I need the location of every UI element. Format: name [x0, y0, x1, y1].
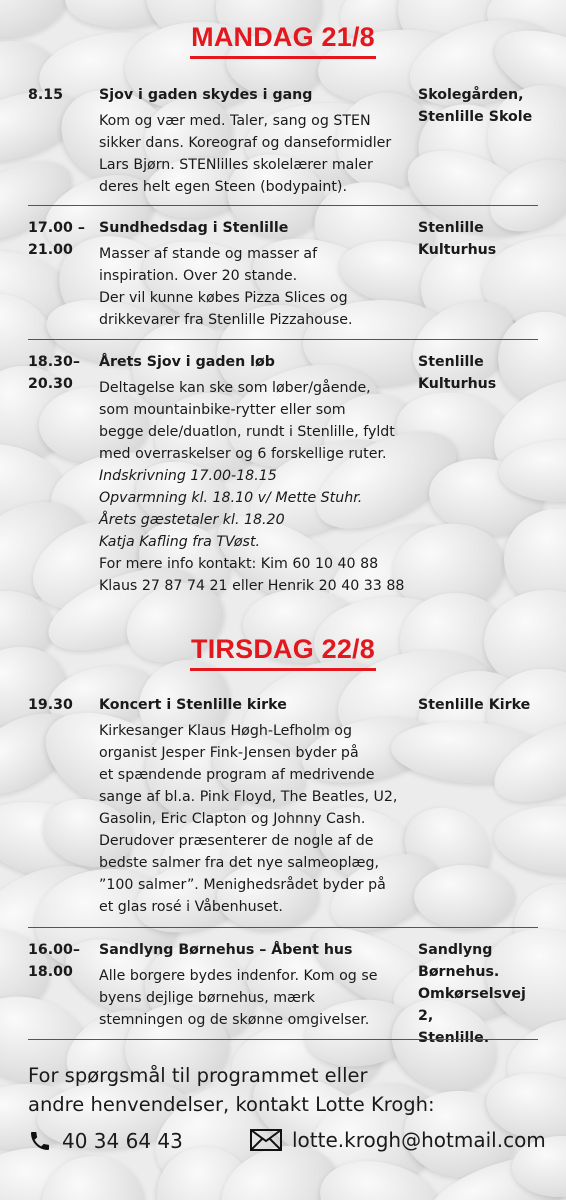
- divider: [28, 205, 538, 206]
- event-title: Sandlyng Børnehus – Åbent hus: [99, 942, 353, 958]
- event-time: 17.00 – 21.00: [28, 220, 85, 258]
- event-title: Koncert i Stenlille kirke: [99, 697, 287, 713]
- email-address: lotte.krogh@hotmail.com: [292, 1128, 546, 1152]
- event-description: Alle borgere bydes indenfor. Kom og se byens dejlige børnehus, mærk stemningen og de skønne omgivelser.: [99, 968, 378, 1028]
- day-title-monday: MANDAG 21/8: [0, 22, 566, 59]
- event-contact-info: For mere info kontakt: Kim 60 10 40 88 Klaus 27 87 74 21 eller Henrik 20 40 33 88: [99, 556, 405, 594]
- event-time: 16.00– 18.00: [28, 942, 80, 980]
- phone-icon: [28, 1128, 52, 1154]
- event-place: Stenlille Kulturhus: [418, 354, 497, 392]
- event-title: Sjov i gaden skydes i gang: [99, 87, 313, 103]
- phone-number: 40 34 64 43: [62, 1129, 183, 1153]
- event-description: Masser af stande og masser af inspiration. Over 20 stande. Der vil kunne købes Pizza Slices og drikkevarer fra Stenlille Pizzahouse.: [99, 246, 353, 328]
- event-place: Stenlille Kirke: [418, 697, 531, 713]
- event-description: Kom og vær med. Taler, sang og STEN sikker dans. Koreograf og danseformidler Lars Bjørn. STENlilles skolelærer maler deres helt egen Steen (bodypaint).: [99, 113, 392, 195]
- divider: [28, 927, 538, 928]
- event-item: [28, 694, 538, 920]
- event-item: [28, 217, 538, 333]
- divider: [28, 339, 538, 340]
- event-item: [28, 351, 538, 601]
- event-description: Deltagelse kan ske som løber/gående, som mountainbike-rytter eller som begge dele/duatlon, rundt i Stenlille, fyldt med overraskelser og 6 forskellige ruter.: [99, 380, 395, 462]
- event-time: 18.30– 20.30: [28, 354, 80, 392]
- event-title: Årets Sjov i gaden løb: [99, 354, 275, 370]
- event-time: 8.15: [28, 87, 64, 103]
- event-time: 19.30: [28, 697, 73, 713]
- event-place: Stenlille Kulturhus: [418, 220, 497, 258]
- contact-text: For spørgsmål til programmet eller andre henvendelser, kontakt Lotte Krogh:: [28, 1064, 435, 1116]
- event-place: Skolegården, Stenlille Skole: [418, 87, 533, 125]
- day-title-tuesday: TIRSDAG 22/8: [0, 634, 566, 671]
- event-title: Sundhedsdag i Stenlille: [99, 220, 289, 236]
- event-item: [28, 939, 538, 1046]
- email-link[interactable]: [250, 1128, 546, 1152]
- divider: [28, 1039, 538, 1040]
- envelope-icon: [250, 1129, 282, 1151]
- contact-row: [28, 1128, 546, 1160]
- event-schedule: Indskrivning 17.00-18.15 Opvarmning kl. 18.10 v/ Mette Stuhr. Årets gæstetaler kl. 18.20 Katja Kafling fra TVøst.: [99, 468, 363, 550]
- event-item: [28, 84, 538, 200]
- phone-link[interactable]: [28, 1128, 183, 1154]
- event-description: Kirkesanger Klaus Høgh-Lefholm og organist Jesper Fink-Jensen byder på et spændende program af medrivende sange af bl.a. Pink Floyd, The Beatles, U2, Gasolin, Eric Clapton og Johnny Cash. Derudover præsenterer de nogle af de bedste salmer fra det nye salmeoplæg, ”100 salmer”. Menighedsrådet byder på et glas rosé i Våbenhuset.: [99, 723, 398, 915]
- event-place: Sandlyng Børnehus. Omkørselsvej 2, Stenlille.: [418, 942, 526, 1046]
